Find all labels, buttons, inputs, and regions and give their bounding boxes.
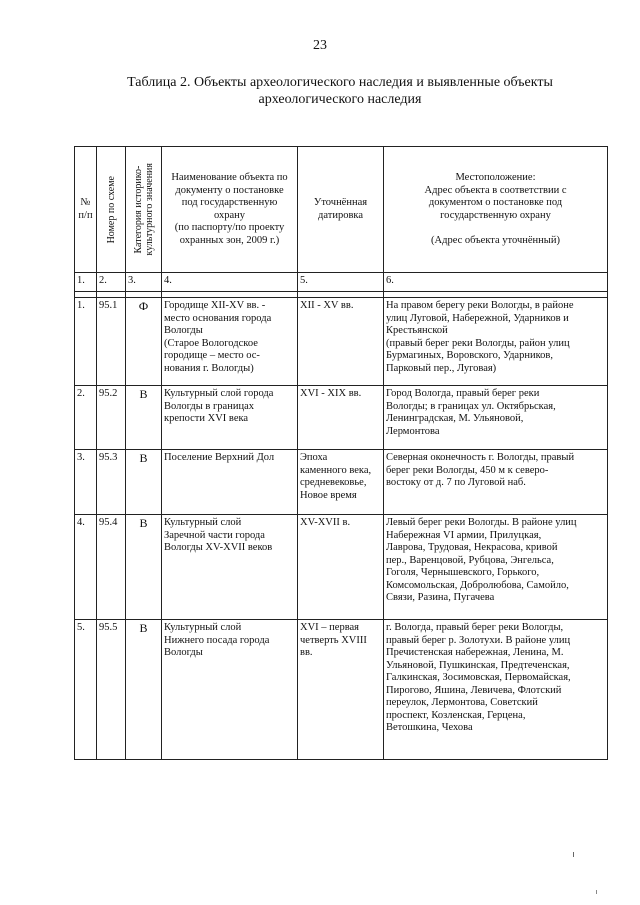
row-name: Культурный слой Нижнего посада города Вологды: [162, 620, 298, 760]
table-row: [75, 450, 608, 515]
scan-mark: [573, 852, 574, 857]
row-category: В: [126, 620, 162, 760]
row-category: В: [126, 450, 162, 515]
row-scheme: 95.4: [97, 515, 126, 620]
row-num: 5.: [75, 620, 97, 760]
row-dating: XV-XVII в.: [298, 515, 384, 620]
row-location: На правом берегу реки Вологды, в районе улиц Луговой, Набережной, Ударников и Крестьянской (правый берег реки Вологды, район улиц Бурмагиных, Воровского, Ударников, Парковый пер., Луговая): [384, 298, 608, 386]
row-dating: Эпоха каменного века, средневековье, Новое время: [298, 450, 384, 515]
row-location: Левый берег реки Вологды. В районе улиц Набережная VI армии, Прилуцкая, Лаврова, Трудовая, Некрасова, кривой пер., Варенцовой, Рубцова, Энгельса, Гоголя, Чернышевского, Горького, Комсомольская, Добролюбова, Самойло, Связи, Разина, Пугачева: [384, 515, 608, 620]
row-category: В: [126, 515, 162, 620]
row-scheme: 95.1: [97, 298, 126, 386]
table-title-line2: археологического наследия: [258, 92, 422, 107]
header-name: Наименование объекта по документу о постановке под государственную охрану (по паспорту/по проекту охранных зон, 2009 г.): [162, 147, 298, 273]
table-row: [75, 298, 608, 386]
row-dating: XVI - XIX вв.: [298, 386, 384, 450]
header-category: Категория историко- культурного значения: [126, 147, 162, 273]
column-number: 6.: [384, 273, 608, 292]
scan-mark: [596, 890, 597, 894]
row-category: Ф: [126, 298, 162, 386]
row-name: Культурный слой Заречной части города Вологды XV-XVII веков: [162, 515, 298, 620]
row-num: 1.: [75, 298, 97, 386]
column-number: 1.: [75, 273, 97, 292]
header-dating: Уточнённая датировка: [298, 147, 384, 273]
row-num: 4.: [75, 515, 97, 620]
table-row: [75, 386, 608, 450]
header-location: Местоположение: Адрес объекта в соответствии с документом о постановке под государственную охрану (Адрес объекта уточнённый): [384, 147, 608, 273]
table-row: [75, 620, 608, 760]
row-scheme: 95.5: [97, 620, 126, 760]
row-dating: XVI – первая четверть XVIII вв.: [298, 620, 384, 760]
row-name: Культурный слой города Вологды в границах крепости XVI века: [162, 386, 298, 450]
row-num: 3.: [75, 450, 97, 515]
column-number: 5.: [298, 273, 384, 292]
column-number: 2.: [97, 273, 126, 292]
table-title-line1: Таблица 2. Объекты археологического наследия и выявленные объекты: [127, 75, 553, 90]
table-row: [75, 515, 608, 620]
row-category: В: [126, 386, 162, 450]
header-scheme: Номер по схеме: [97, 147, 126, 273]
column-number: 4.: [162, 273, 298, 292]
row-scheme: 95.3: [97, 450, 126, 515]
page-number: 23: [313, 38, 327, 53]
header-num: № п/п: [75, 147, 97, 273]
row-location: г. Вологда, правый берег реки Вологды, правый берег р. Золотухи. В районе улиц Пречистенская набережная, Ленина, М. Ульяновой, Пушкинская, Предтеченская, Галкинская, Зосимовская, Первомайская, Пирогово, Яшина, Левичева, Флотский переулок, Лермонтова, Советский проспект, Козленская, Герцена, Ветошкина, Чехова: [384, 620, 608, 760]
table-title: [60, 74, 620, 108]
row-location: Северная оконечность г. Вологды, правый берег реки Вологды, 450 м к северо- востоку от д. 7 по Луговой наб.: [384, 450, 608, 515]
row-dating: XII - XV вв.: [298, 298, 384, 386]
header-row: [75, 147, 608, 273]
heritage-table: [74, 146, 608, 760]
row-location: Город Вологда, правый берег реки Вологды; в границах ул. Октябрьская, Ленинградская, М. Ульяновой, Лермонтова: [384, 386, 608, 450]
row-name: Поселение Верхний Дол: [162, 450, 298, 515]
column-number: 3.: [126, 273, 162, 292]
column-number-row: [75, 273, 608, 292]
row-name: Городище XII-XV вв. - место основания города Вологды (Старое Вологодское городище – место ос- нования г. Вологды): [162, 298, 298, 386]
row-num: 2.: [75, 386, 97, 450]
row-scheme: 95.2: [97, 386, 126, 450]
